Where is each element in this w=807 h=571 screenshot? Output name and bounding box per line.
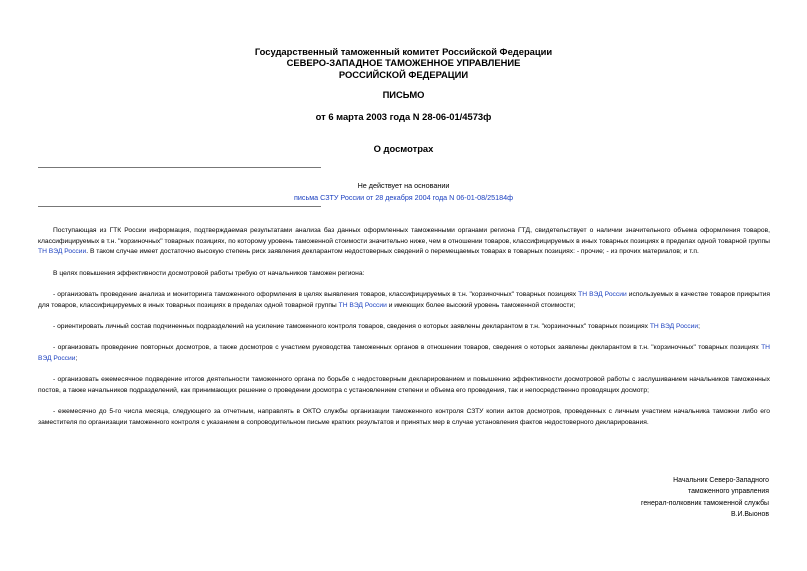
status-note <box>200 180 607 203</box>
divider-bottom <box>38 206 321 207</box>
document-subject: О досмотрах <box>373 143 434 154</box>
document-header <box>0 46 807 80</box>
paragraph-7: - ежемесячно до 5-го числа месяца, следующего за отчетным, направлять в ОКТО службы организации таможенного контроля СЗТУ копии актов досмотров, проведенных с личным участием начальника таможни либо его заместителя по организации таможенного контроля с указанием в сопроводительном письме кратких результатов и принятых мер в случае установления фактов недостоверного декларирования. <box>38 408 770 426</box>
divider-top <box>38 167 321 168</box>
tn-ved-link[interactable]: ТН ВЭД России <box>38 344 770 362</box>
paragraph-3: - организовать проведение анализа и мониторинга таможенного оформления в целях выявления товаров, классифицируемых в т.н. "корзиночных" товарных позициях ТН ВЭД России используемых в качестве товаров прикрытия для товаров, классифицируемых в иных товарных позициях в пределах одной товарной группы ТН ВЭД России и имеющих более высокий уровень таможенной стоимости; <box>38 291 770 309</box>
document-body <box>38 226 770 429</box>
paragraph-6: - организовать ежемесячное подведение итогов деятельности таможенного органа по борьбе с недостоверным декларированием и повышению эффективности досмотровой работы с заслушиванием начальников таможенных постов, а также начальников подразделений, как принимающих решение о проведении досмотра с установлением степени и объема его проведения, так и непосредственно проводящих досмотр; <box>38 376 770 394</box>
signature-line-1: Начальник Северо-Западного <box>673 477 769 484</box>
header-line-3: РОССИЙСКОЙ ФЕДЕРАЦИИ <box>338 68 469 80</box>
tn-ved-link[interactable]: ТН ВЭД России <box>578 291 627 298</box>
document-type: ПИСЬМО <box>382 89 425 100</box>
document-date: от 6 марта 2003 года N 28-06-01/4573ф <box>315 111 492 122</box>
status-line: Не действует на основании <box>357 181 450 190</box>
tn-ved-link[interactable]: ТН ВЭД России <box>338 301 387 309</box>
signature-name: В.И.Выонов <box>730 511 769 519</box>
tn-ved-link[interactable]: ТН ВЭД России <box>38 248 87 256</box>
tn-ved-link[interactable]: ТН ВЭД России <box>649 323 699 330</box>
header-line-1: Государственный таможенный комитет Российской Федерации <box>254 46 553 57</box>
paragraph-2: В целях повышения эффективности досмотровой работы требую от начальников таможен региона: <box>53 269 365 277</box>
paragraph-1: Поступающая из ГТК России информация, подтверждаемая результатами анализа баз данных оформленных таможенными органами региона ГТД, свидетельствует о наличии значительного объема оформления товаров, классифицируемых в т.н. "корзиночных" товарных позициях, по которому уровень таможенной стоимости значительно ниже, чем в отношении товаров, классифицируемых в иных товарных позициях в пределах одной товарной группы ТН ВЭД России. В таком случае имеет достаточно высокую степень риск заявления декларантом недостоверных сведений о перемещаемых товарах в товарных позициях: - прочие; - из прочих материалов; и т.п. <box>38 227 770 256</box>
paragraph-5: - организовать проведение повторных досмотров, а также досмотров с участием руководства таможенных органов в отношении товаров, сведения о которых заявлены декларантом в т.н. "корзиночных" товарных позициях ТН ВЭД России; <box>38 344 770 362</box>
header-line-2: СЕВЕРО-ЗАПАДНОЕ ТАМОЖЕННОЕ УПРАВЛЕНИЕ <box>286 57 521 69</box>
signature-block <box>641 475 769 521</box>
status-link[interactable]: письма СЗТУ России от 28 декабря 2004 года N 06-01-08/25184ф <box>294 192 513 202</box>
signature-line-2: таможенного управления <box>688 488 769 496</box>
signature-line-3: генерал-полковник таможенной службы <box>640 499 769 507</box>
paragraph-4: - ориентировать личный состав подчиненных подразделений на усиление таможенного контроля товаров, сведения о которых заявлены декларантом в т.н. "корзиночных" товарных позициях ТН ВЭД России; <box>53 323 700 330</box>
